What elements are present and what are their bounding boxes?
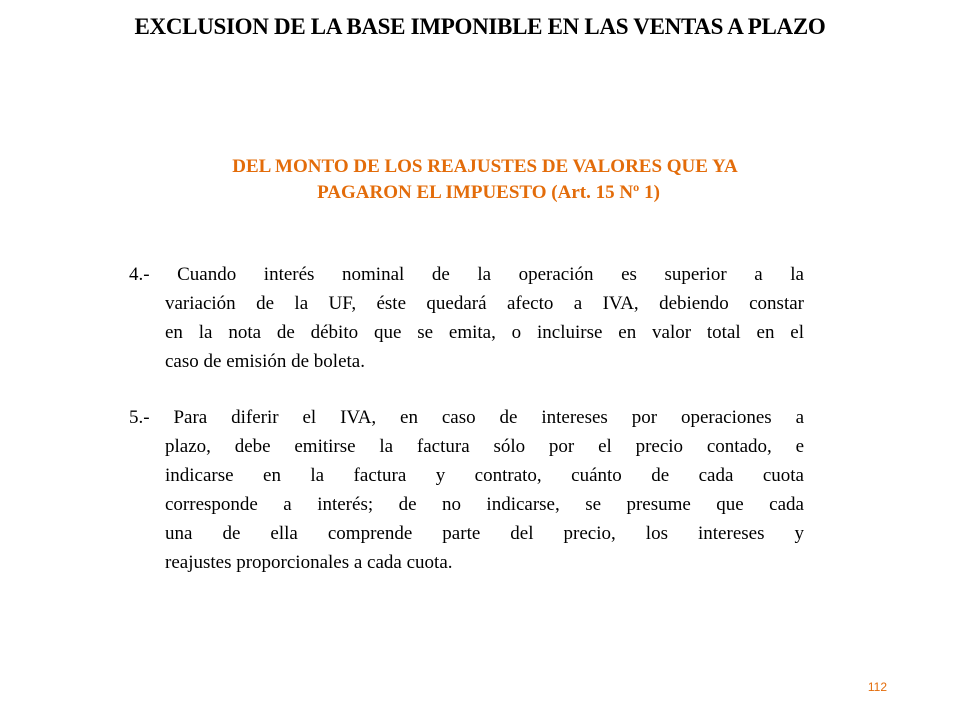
paragraph-line: reajustes proporcionales a cada cuota.	[165, 552, 453, 573]
paragraph-line: corresponde a interés; de no indicarse, se presume que cada	[165, 494, 804, 515]
page-number: 112	[867, 680, 887, 694]
paragraph-line: caso de emisión de boleta.	[165, 351, 365, 372]
slide-title: EXCLUSION DE LA BASE IMPONIBLE EN LAS VENTAS A PLAZO	[134, 14, 826, 39]
paragraph-line: plazo, debe emitirse la factura sólo por el precio contado, e	[165, 436, 804, 457]
subtitle-line-1: DEL MONTO DE LOS REAJUSTES DE VALORES QUE YA	[232, 156, 738, 177]
slide-subtitle	[150, 154, 820, 206]
subtitle-line-2: PAGARON EL IMPUESTO (Art. 15 Nº 1)	[317, 182, 660, 203]
paragraph-line: indicarse en la factura y contrato, cuánto de cada cuota	[165, 465, 804, 486]
paragraph-line: variación de la UF, éste quedará afecto a IVA, debiendo constar	[165, 293, 804, 314]
paragraph-line: en la nota de débito que se emita, o incluirse en valor total en el	[165, 322, 804, 343]
paragraph-item-5	[129, 403, 804, 577]
paragraph-line: 5.- Para diferir el IVA, en caso de intereses por operaciones a	[129, 407, 804, 428]
paragraph-item-4	[129, 260, 804, 376]
paragraph-line: 4.- Cuando interés nominal de la operación es superior a la	[129, 264, 804, 285]
paragraph-line: una de ella comprende parte del precio, los intereses y	[165, 523, 804, 544]
